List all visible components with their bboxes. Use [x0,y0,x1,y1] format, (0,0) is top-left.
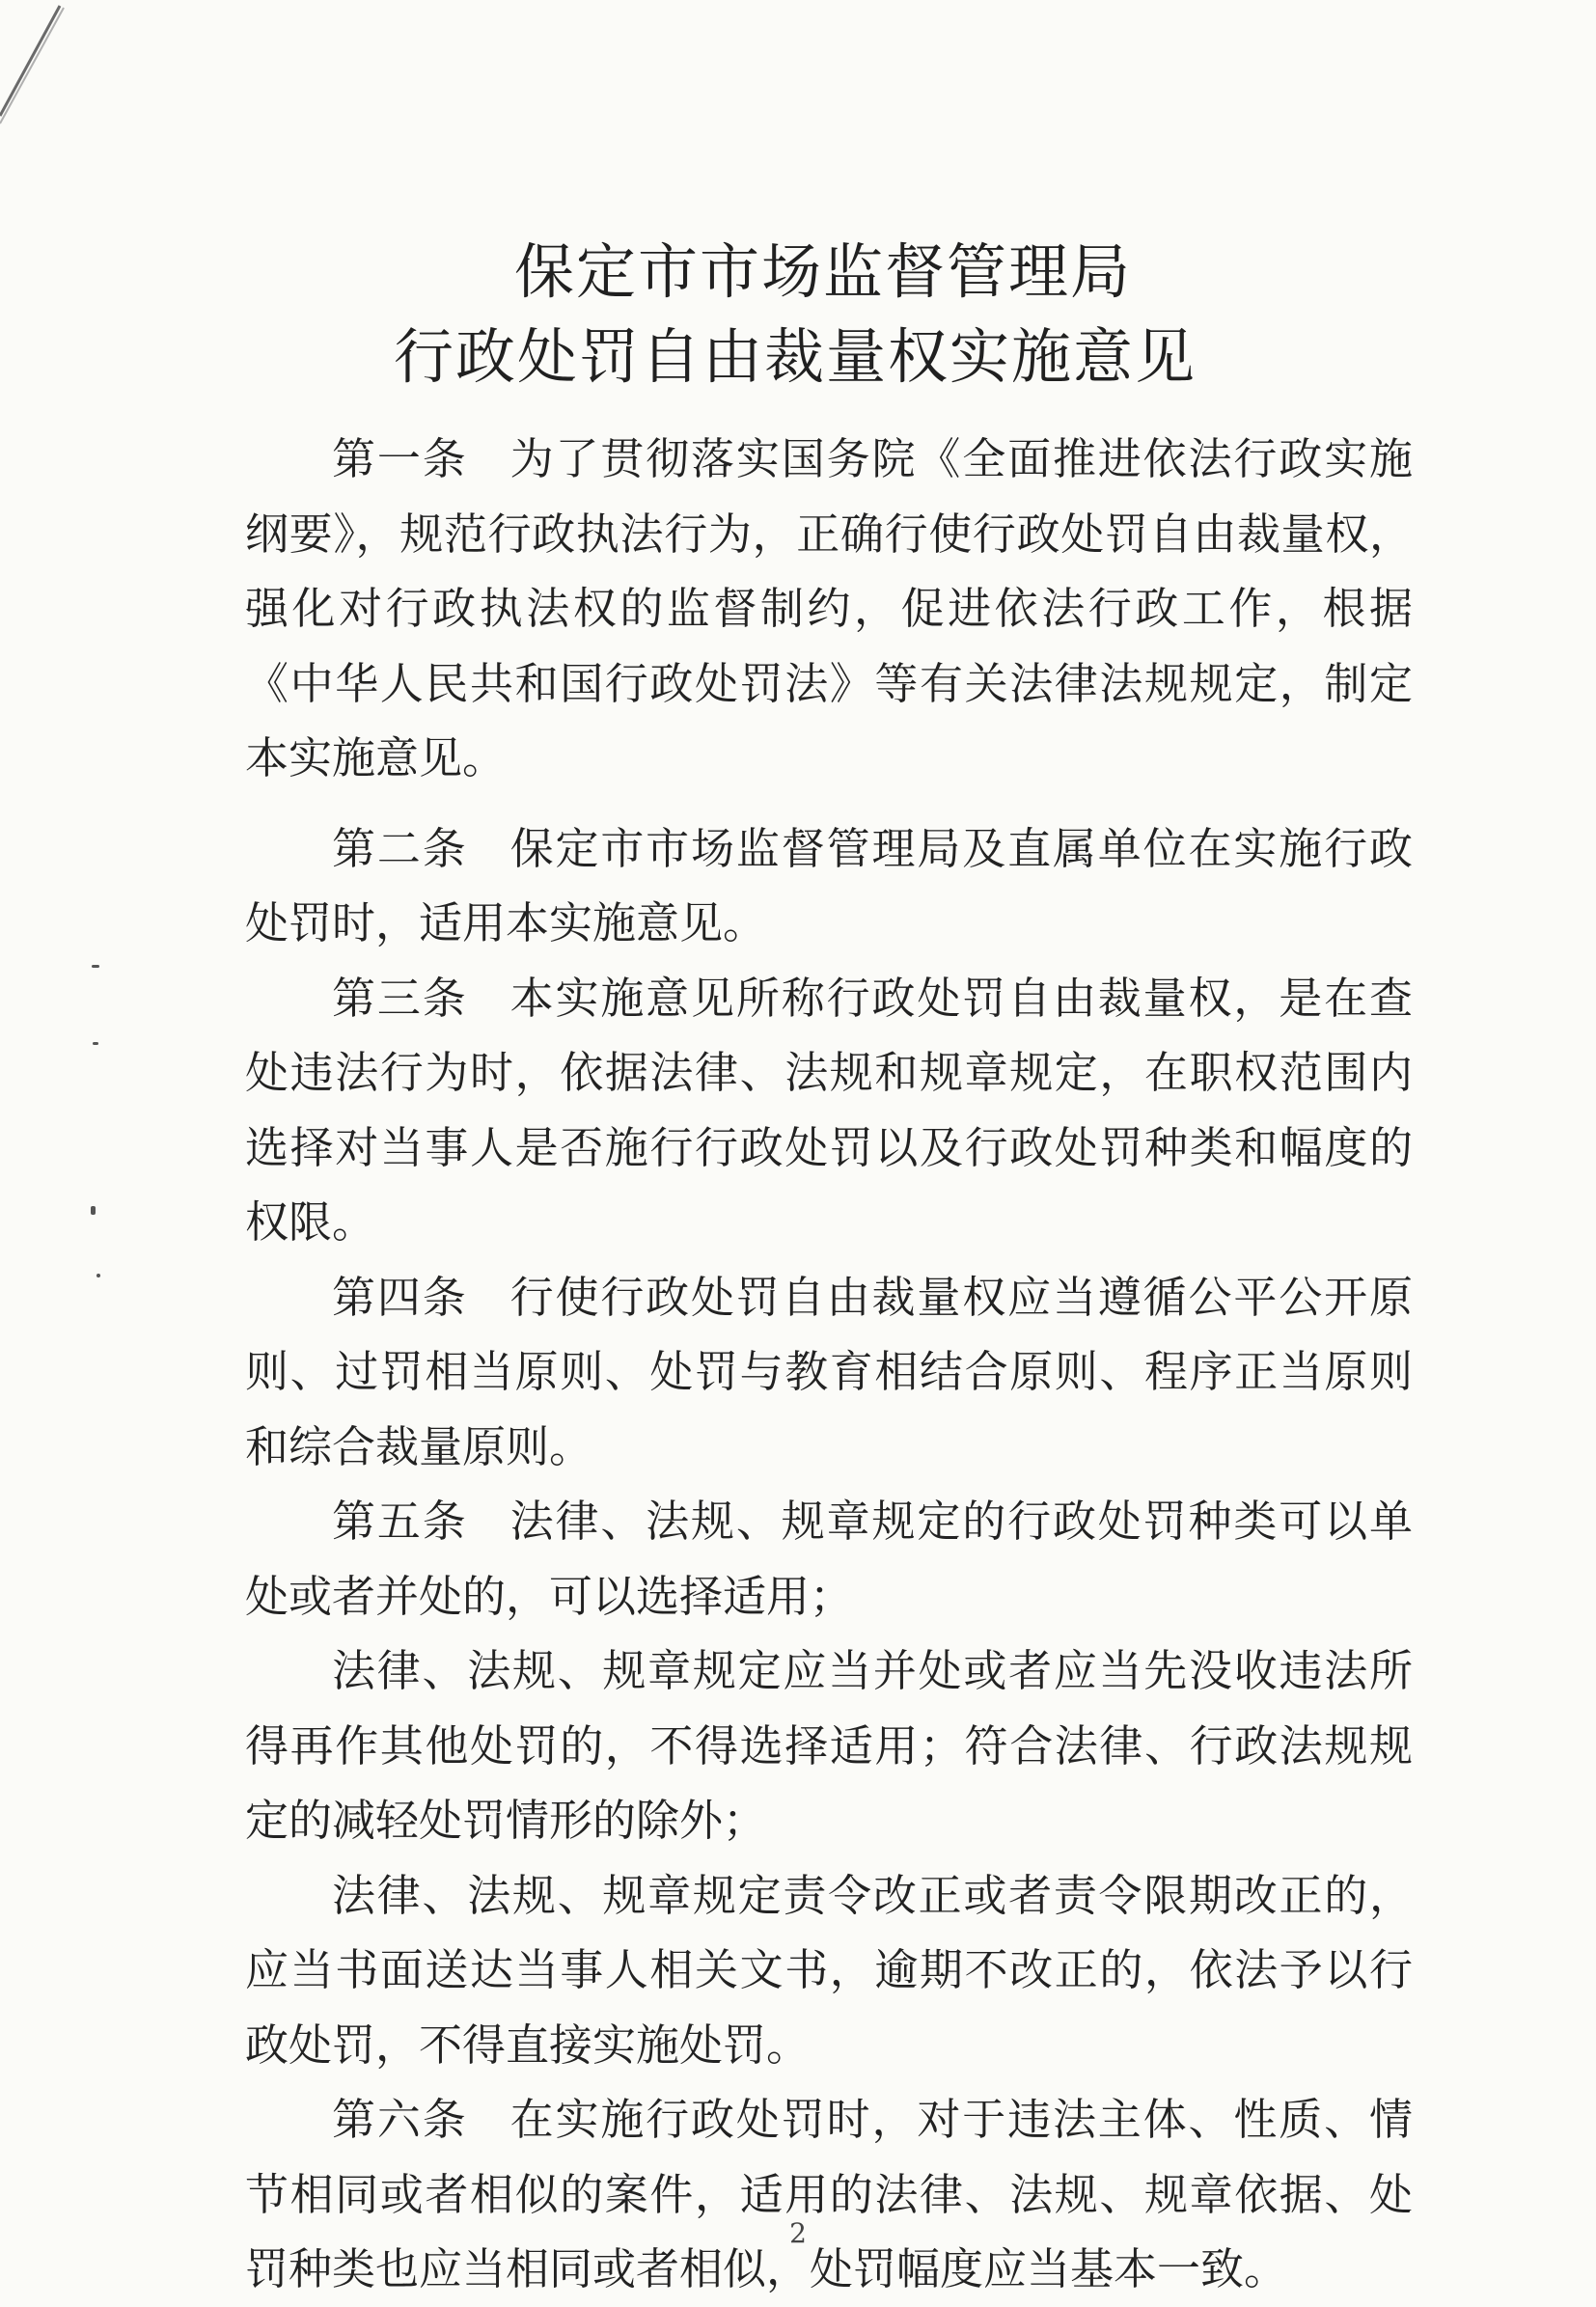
article-label: 第六条 [332,2094,468,2145]
article-label: 第一条 [332,433,468,484]
article-5-clause-2: 法律、法规、规章规定应当并处或者应当先没收违法所得再作其他处罚的，不得选择适用；符合法律、行政法规规定的减轻处罚情形的除外； [245,1645,1413,1846]
title-line-2: 行政处罚自由裁量权实施意见 [393,321,1197,392]
article-1 [245,422,1413,796]
document-body [245,422,1413,2307]
article-6 [245,2082,1413,2307]
article-label: 第四条 [332,1271,468,1323]
article-5 [245,1484,1413,1634]
title-line-1: 保定市市场监督管理局 [513,236,1132,307]
article-3 [245,961,1413,1260]
scan-speck [93,1042,98,1045]
article-text: 在实施行政处罚时，对于违法主体、性质、情节相同或者相似的案件，适用的法律、法规、规章依据、处罚种类也应当相同或者相似，处罚幅度应当基本一致。 [245,2094,1413,2294]
scan-fold-mark [0,0,87,164]
document-title [0,230,1596,399]
article-text: 法律、法规、规章规定的行政处罚种类可以单处或者并处的，可以选择适用； [245,1496,1413,1622]
article-text: 本实施意见所称行政处罚自由裁量权，是在查处违法行为时，依据法律、法规和规章规定，在职权范围内选择对当事人是否施行行政处罚以及行政处罚种类和幅度的权限。 [245,972,1413,1248]
article-5-clause-3: 法律、法规、规章规定责令改正或者责令限期改正的，应当书面送达当事人相关文书，逾期不改正的，依法予以行政处罚，不得直接实施处罚。 [245,1869,1413,2071]
article-label: 第二条 [332,822,468,874]
scan-speck [92,965,99,968]
article-label: 第三条 [332,972,468,1024]
article-label: 第五条 [332,1496,468,1547]
article-text: 为了贯彻落实国务院《全面推进依法行政实施纲要》，规范行政执法行为，正确行使行政处罚自由裁量权，强化对行政执法权的监督制约，促进依法行政工作，根据《中华人民共和国行政处罚法》等有关法律法规规定，制定本实施意见。 [245,433,1413,783]
page-number: 2 [789,2217,807,2249]
article-text: 保定市市场监督管理局及直属单位在实施行政处罚时，适用本实施意见。 [245,822,1413,948]
scan-speck [96,1274,100,1277]
article-4 [245,1260,1413,1485]
article-text: 行使行政处罚自由裁量权应当遵循公平公开原则、过罚相当原则、处罚与教育相结合原则、程序正当原则和综合裁量原则。 [245,1271,1413,1472]
article-2 [245,811,1413,961]
scan-speck [91,1206,96,1215]
